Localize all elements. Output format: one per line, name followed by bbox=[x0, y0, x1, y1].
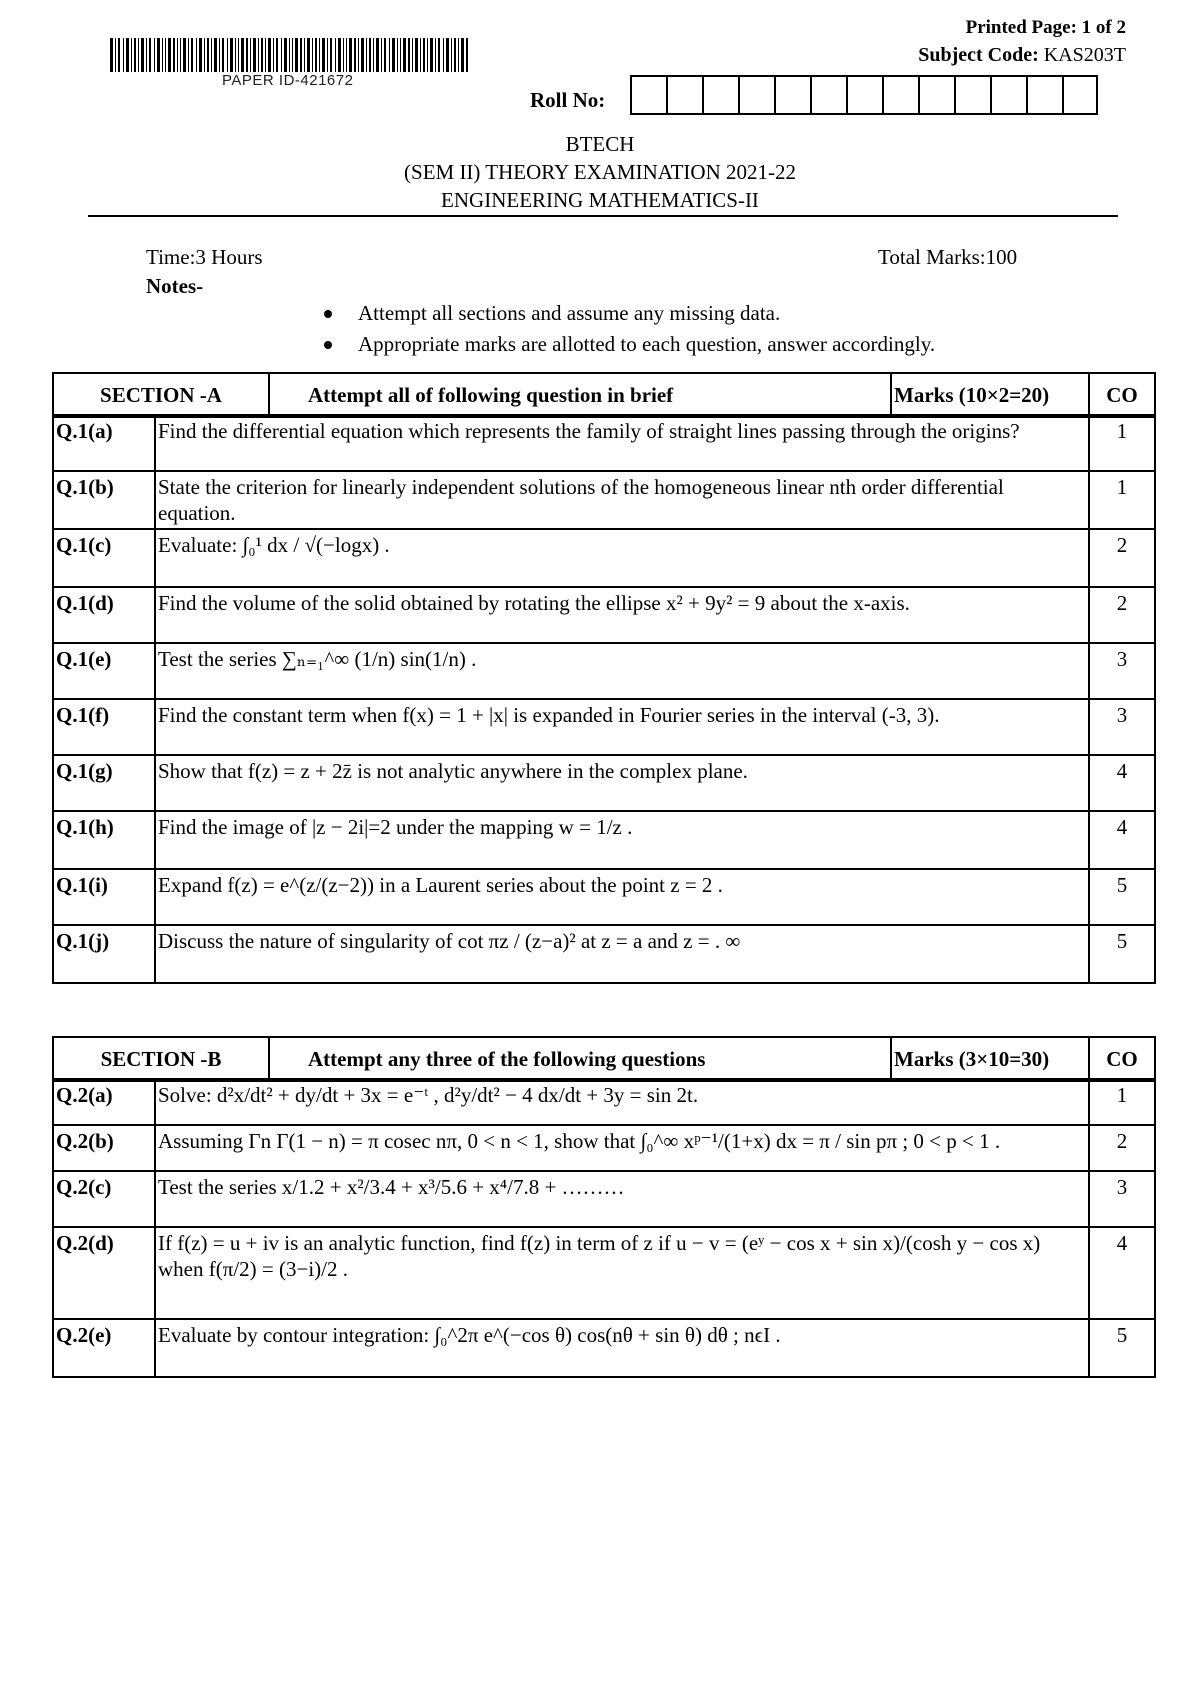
question-row bbox=[53, 869, 1155, 925]
question-text: Discuss the nature of singularity of cot πz / (z−a)² at z = a and z = . ∞ bbox=[155, 925, 1089, 983]
question-row bbox=[53, 699, 1155, 755]
roll-box[interactable] bbox=[1026, 75, 1062, 115]
note-item: Appropriate marks are allotted to each question, answer accordingly. bbox=[320, 329, 935, 360]
question-co: 4 bbox=[1089, 755, 1155, 811]
subject-code-label: Subject Code: bbox=[918, 44, 1039, 66]
roll-box[interactable] bbox=[738, 75, 774, 115]
paper-id: PAPER ID-421672 bbox=[222, 72, 354, 89]
roll-no-label: Roll No: bbox=[530, 88, 606, 112]
question-text: Find the image of |z − 2i|=2 under the mapping w = 1/z . bbox=[155, 811, 1089, 869]
question-text: Expand f(z) = e^(z/(z−2)) in a Laurent series about the point z = 2 . bbox=[155, 869, 1089, 925]
section-a-questions bbox=[52, 414, 1156, 984]
question-number: Q.1(h) bbox=[53, 811, 155, 869]
question-row bbox=[53, 1079, 1155, 1125]
section-a-name: SECTION -A bbox=[53, 373, 269, 417]
roll-box[interactable] bbox=[882, 75, 918, 115]
question-row bbox=[53, 1171, 1155, 1227]
question-row bbox=[53, 415, 1155, 471]
notes-list bbox=[320, 298, 935, 360]
section-b-name: SECTION -B bbox=[53, 1037, 269, 1081]
roll-box[interactable] bbox=[810, 75, 846, 115]
question-text: Solve: d²x/dt² + dy/dt + 3x = e⁻ᵗ , d²y/dt² − 4 dx/dt + 3y = sin 2t. bbox=[155, 1079, 1089, 1125]
notes-label: Notes- bbox=[146, 274, 204, 298]
question-row bbox=[53, 925, 1155, 983]
question-number: Q.1(f) bbox=[53, 699, 155, 755]
roll-box[interactable] bbox=[990, 75, 1026, 115]
question-row bbox=[53, 1125, 1155, 1171]
question-number: Q.1(d) bbox=[53, 587, 155, 643]
question-text: Evaluate by contour integration: ∫₀^2π e^(−cos θ) cos(nθ + sin θ) dθ ; nϵI . bbox=[155, 1319, 1089, 1377]
roll-box[interactable] bbox=[774, 75, 810, 115]
roll-box[interactable] bbox=[702, 75, 738, 115]
question-co: 4 bbox=[1089, 1227, 1155, 1319]
section-b-questions bbox=[52, 1078, 1156, 1378]
total-marks: Total Marks:100 bbox=[878, 245, 1018, 269]
question-number: Q.1(a) bbox=[53, 415, 155, 471]
title-divider bbox=[88, 215, 1118, 217]
question-co: 2 bbox=[1089, 587, 1155, 643]
roll-box[interactable] bbox=[666, 75, 702, 115]
roll-box[interactable] bbox=[918, 75, 954, 115]
question-row bbox=[53, 587, 1155, 643]
question-text: Find the differential equation which represents the family of straight lines passing through the origins? bbox=[155, 415, 1089, 471]
question-co: 5 bbox=[1089, 1319, 1155, 1377]
question-text: Show that f(z) = z + 2z̄ is not analytic anywhere in the complex plane. bbox=[155, 755, 1089, 811]
question-co: 5 bbox=[1089, 869, 1155, 925]
question-text: Find the constant term when f(x) = 1 + |x| is expanded in Fourier series in the interval (-3, 3). bbox=[155, 699, 1089, 755]
question-number: Q.1(g) bbox=[53, 755, 155, 811]
question-number: Q.1(c) bbox=[53, 529, 155, 587]
question-text: Evaluate: ∫₀¹ dx / √(−logx) . bbox=[155, 529, 1089, 587]
question-row bbox=[53, 811, 1155, 869]
question-text: Test the series x/1.2 + x²/3.4 + x³/5.6 + x⁴/7.8 + ……… bbox=[155, 1171, 1089, 1227]
roll-box[interactable] bbox=[846, 75, 882, 115]
question-row bbox=[53, 529, 1155, 587]
question-number: Q.2(e) bbox=[53, 1319, 155, 1377]
question-co: 1 bbox=[1089, 1079, 1155, 1125]
title-subject: ENGINEERING MATHEMATICS-II bbox=[441, 188, 759, 212]
subject-code bbox=[918, 44, 1126, 67]
question-number: Q.1(e) bbox=[53, 643, 155, 699]
question-number: Q.1(j) bbox=[53, 925, 155, 983]
note-item: Attempt all sections and assume any missing data. bbox=[320, 298, 935, 329]
barcode bbox=[110, 38, 468, 72]
question-number: Q.1(i) bbox=[53, 869, 155, 925]
question-number: Q.2(c) bbox=[53, 1171, 155, 1227]
question-row bbox=[53, 471, 1155, 529]
roll-box[interactable] bbox=[630, 75, 666, 115]
question-co: 3 bbox=[1089, 1171, 1155, 1227]
question-text: Assuming Γn Γ(1 − n) = π cosec nπ, 0 < n < 1, show that ∫₀^∞ xᵖ⁻¹/(1+x) dx = π / sin pπ ; 0 < p < 1 . bbox=[155, 1125, 1089, 1171]
question-number: Q.2(d) bbox=[53, 1227, 155, 1319]
question-co: 2 bbox=[1089, 529, 1155, 587]
section-b-instruction: Attempt any three of the following questions bbox=[269, 1037, 891, 1081]
question-text: Find the volume of the solid obtained by rotating the ellipse x² + 9y² = 9 about the x-axis. bbox=[155, 587, 1089, 643]
roll-box[interactable] bbox=[1062, 75, 1098, 115]
section-a-header bbox=[53, 373, 1155, 417]
question-co: 1 bbox=[1089, 471, 1155, 529]
section-a-marks: Marks (10×2=20) bbox=[891, 373, 1089, 417]
title-degree: BTECH bbox=[565, 132, 635, 156]
section-a-table bbox=[52, 372, 1156, 418]
question-row bbox=[53, 1227, 1155, 1319]
question-number: Q.2(a) bbox=[53, 1079, 155, 1125]
question-text: State the criterion for linearly independent solutions of the homogeneous linear nth order differential equation. bbox=[155, 471, 1089, 529]
question-text: Test the series ∑ₙ₌₁^∞ (1/n) sin(1/n) . bbox=[155, 643, 1089, 699]
section-b-marks: Marks (3×10=30) bbox=[891, 1037, 1089, 1081]
section-b-header bbox=[53, 1037, 1155, 1081]
printed-page: Printed Page: 1 of 2 bbox=[965, 17, 1126, 38]
time-info: Time:3 Hours bbox=[146, 245, 263, 269]
question-co: 3 bbox=[1089, 643, 1155, 699]
section-b-table bbox=[52, 1036, 1156, 1082]
question-text: If f(z) = u + iv is an analytic function, find f(z) in term of z if u − v = (eʸ − cos x + sin x)/(cosh y − cos x) when f(π/2) = (3−i)/2 . bbox=[155, 1227, 1089, 1319]
question-co: 2 bbox=[1089, 1125, 1155, 1171]
section-b-co-label: CO bbox=[1089, 1037, 1155, 1081]
question-co: 4 bbox=[1089, 811, 1155, 869]
question-co: 3 bbox=[1089, 699, 1155, 755]
question-row bbox=[53, 755, 1155, 811]
question-row bbox=[53, 643, 1155, 699]
question-number: Q.2(b) bbox=[53, 1125, 155, 1171]
subject-code-value: KAS203T bbox=[1043, 44, 1126, 66]
question-co: 1 bbox=[1089, 415, 1155, 471]
roll-box[interactable] bbox=[954, 75, 990, 115]
question-number: Q.1(b) bbox=[53, 471, 155, 529]
roll-no-boxes[interactable] bbox=[630, 75, 1098, 115]
question-row bbox=[53, 1319, 1155, 1377]
section-a-instruction: Attempt all of following question in brief bbox=[269, 373, 891, 417]
section-a-co-label: CO bbox=[1089, 373, 1155, 417]
question-co: 5 bbox=[1089, 925, 1155, 983]
title-exam: (SEM II) THEORY EXAMINATION 2021-22 bbox=[404, 160, 796, 184]
